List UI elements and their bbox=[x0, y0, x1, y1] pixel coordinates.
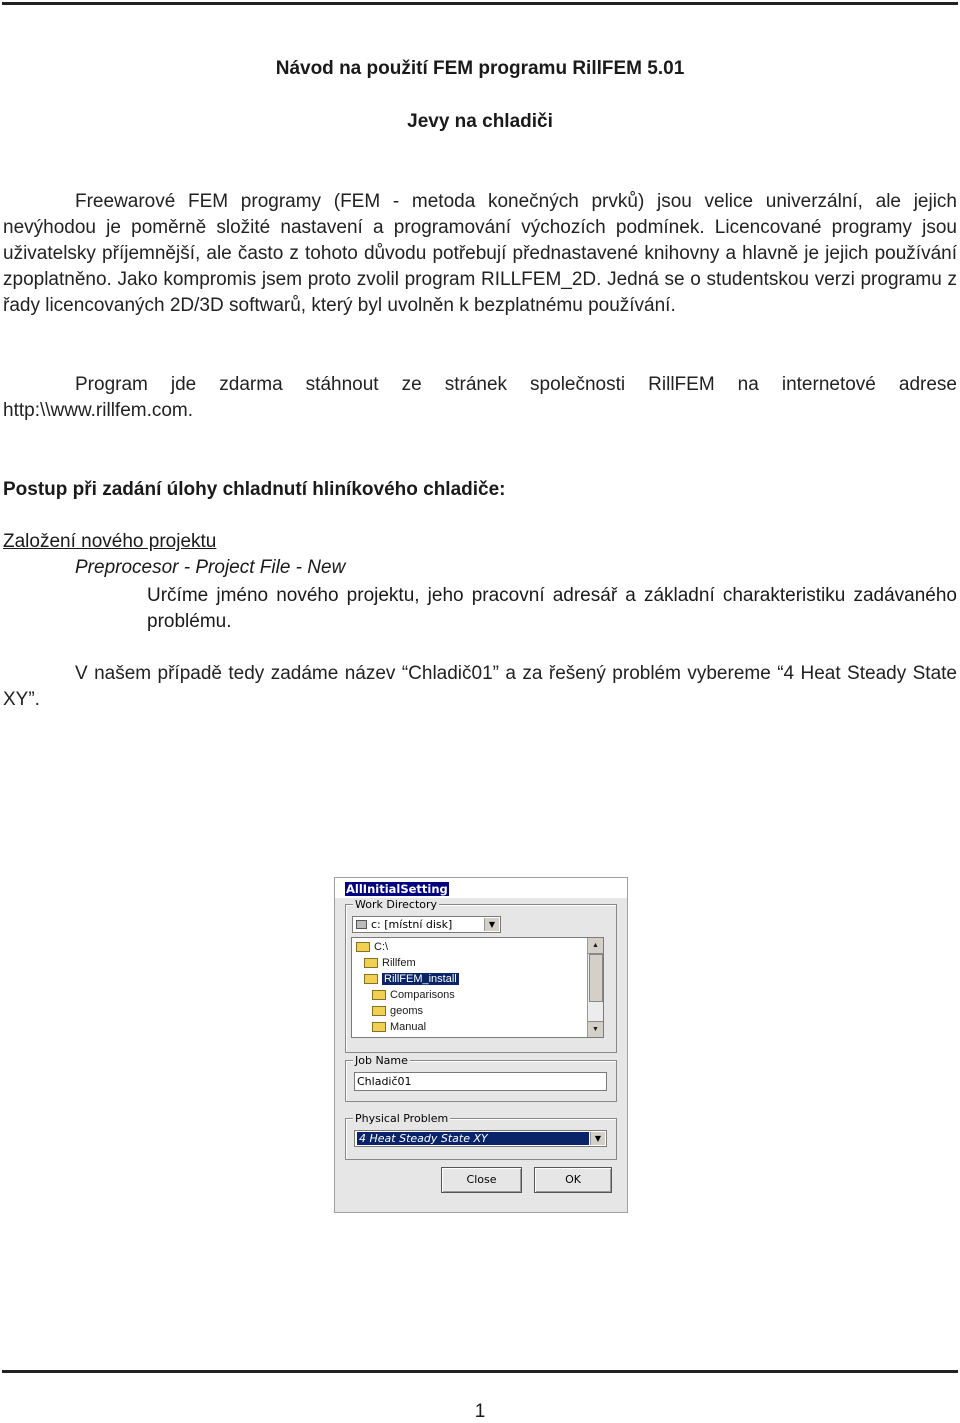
bottom-rule bbox=[2, 1370, 958, 1373]
job-name-input[interactable]: Chladič01 bbox=[354, 1072, 607, 1091]
work-directory-label: Work Directory bbox=[355, 898, 438, 911]
download-paragraph: Program jde zdarma stáhnout ze stránek společnosti RillFEM na internetové adrese http:\\www.rillfem.com. bbox=[3, 374, 957, 421]
folder-icon bbox=[372, 1006, 386, 1016]
tree-item-manual[interactable]: Manual bbox=[372, 1021, 426, 1035]
folder-icon bbox=[372, 990, 386, 1000]
page-number: 1 bbox=[474, 1401, 486, 1422]
menu-path: Preprocesor - Project File - New bbox=[75, 557, 346, 578]
chevron-down-icon[interactable]: ▼ bbox=[484, 918, 499, 931]
procedure-heading: Postup při zadání úlohy chladnutí hliníkového chladiče: bbox=[3, 479, 506, 500]
example-text: V našem případě tedy zadáme název “Chladič01” a za řešený problém vybereme “4 Heat Steady State XY”. bbox=[3, 663, 957, 710]
folder-open-icon bbox=[364, 958, 378, 968]
tree-item-rillfem-install[interactable]: RillFEM_install bbox=[364, 973, 459, 987]
top-rule bbox=[2, 2, 958, 5]
folder-open-icon bbox=[364, 974, 378, 984]
drive-value: c: [místní disk] bbox=[371, 918, 453, 931]
ok-button[interactable]: OK bbox=[534, 1167, 612, 1193]
directory-tree[interactable] bbox=[351, 937, 604, 1038]
physical-problem-label: Physical Problem bbox=[355, 1112, 449, 1125]
close-button[interactable]: Close bbox=[441, 1167, 522, 1193]
intro-paragraph: Freewarové FEM programy (FEM - metoda konečných prvků) jsou velice univerzální, ale jejich nevýhodou je poměrně složité nastavení a programování výchozích podmínek. Licencované programy jsou uživatelsky příjemnější, ale často z tohoto důvodu potřebují přednastavené knihovny a hlavně je jejich používání zpoplatněno. Jako kompromis jsem proto zvolil program RILLFEM_2D. Jedná se o studentskou verzi programu z řady licencovaných 2D/3D softwarů, který byl uvolněn k bezplatnému používání. bbox=[3, 191, 957, 316]
folder-icon bbox=[372, 1022, 386, 1032]
scroll-up-icon[interactable]: ▲ bbox=[588, 938, 603, 954]
tree-item-comparisons[interactable]: Comparisons bbox=[372, 989, 455, 1003]
initial-setting-dialog bbox=[334, 877, 628, 1213]
scroll-thumb[interactable] bbox=[589, 954, 603, 1002]
tree-scrollbar[interactable] bbox=[587, 938, 603, 1037]
dialog-title: AllInitialSetting bbox=[346, 882, 448, 896]
section-title: Založení nového projektu bbox=[3, 531, 217, 552]
scroll-down-icon[interactable]: ▼ bbox=[588, 1021, 603, 1037]
tree-item-geoms[interactable]: geoms bbox=[372, 1005, 423, 1019]
folder-open-icon bbox=[356, 942, 370, 952]
drive-icon bbox=[356, 920, 367, 929]
document-title: Návod na použití FEM programu RillFEM 5.01 bbox=[275, 58, 685, 79]
step-text: Určíme jméno nového projektu, jeho pracovní adresář a základní charakteristiku zadávaného problému. bbox=[147, 585, 957, 632]
job-name-label: Job Name bbox=[355, 1054, 408, 1067]
dialog-title-bar bbox=[335, 878, 627, 898]
physical-problem-value: 4 Heat Steady State XY bbox=[357, 1132, 589, 1145]
drive-select[interactable] bbox=[352, 916, 501, 933]
chevron-down-icon[interactable]: ▼ bbox=[590, 1132, 605, 1145]
physical-problem-select[interactable] bbox=[354, 1130, 607, 1147]
tree-item-root[interactable]: C:\ bbox=[356, 941, 388, 955]
document-subtitle: Jevy na chladiči bbox=[407, 111, 553, 132]
tree-item-rillfem[interactable]: Rillfem bbox=[364, 957, 416, 971]
